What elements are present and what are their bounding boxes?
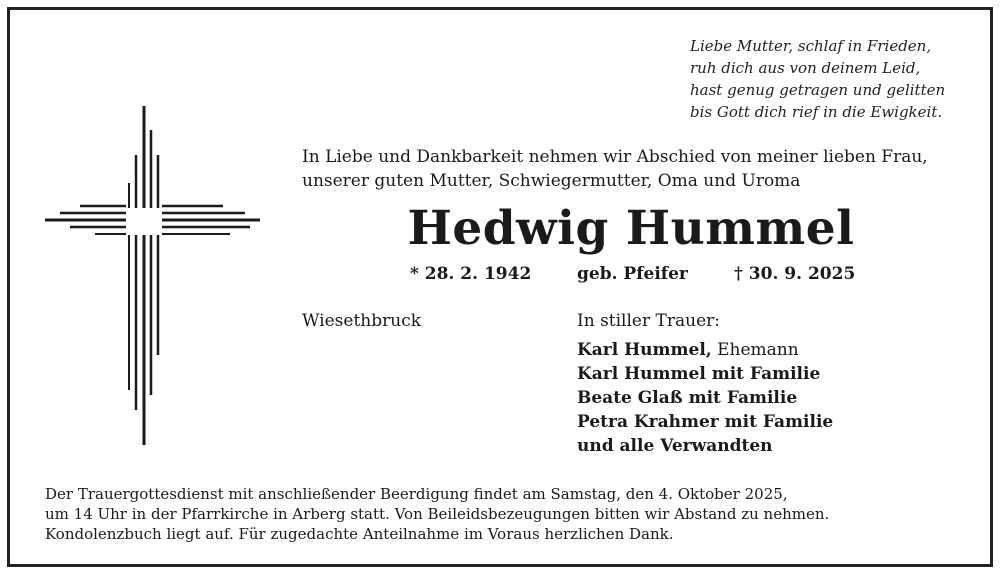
mourners-label: In stiller Trauer: bbox=[577, 311, 720, 331]
mourners-list bbox=[577, 338, 833, 458]
poem-line: bis Gott dich rief in die Ewigkeit. bbox=[690, 103, 943, 121]
service-line: Der Trauergottesdienst mit anschließender Beerdigung findet am Samstag, den 4. Oktober 2025, bbox=[45, 485, 788, 503]
mourner-item: Karl Hummel mit Familie bbox=[577, 364, 821, 384]
service-info bbox=[45, 484, 975, 544]
mourner-item: Petra Krahmer mit Familie bbox=[577, 412, 834, 432]
place: Wiesethbruck bbox=[302, 311, 422, 331]
death-date: † 30. 9. 2025 bbox=[734, 264, 856, 284]
service-line: um 14 Uhr in der Pfarrkirche in Arberg statt. Von Beileidsbezeugungen bitten wir Abstand zu nehmen. bbox=[45, 505, 830, 523]
intro-text bbox=[302, 145, 982, 193]
poem-line: ruh dich aus von deinem Leid, bbox=[690, 59, 921, 77]
deceased-name: Hedwig Hummel bbox=[407, 201, 855, 256]
intro-line: unserer guten Mutter, Schwiegermutter, Oma und Uroma bbox=[302, 171, 801, 191]
birth-date: * 28. 2. 1942 bbox=[410, 264, 532, 284]
maiden-name: geb. Pfeifer bbox=[577, 264, 688, 284]
mourner-item bbox=[577, 338, 833, 362]
mourner-item: Beate Glaß mit Familie bbox=[577, 388, 798, 408]
mourner-item: und alle Verwandten bbox=[577, 436, 773, 456]
poem-line: Liebe Mutter, schlaf in Frieden, bbox=[690, 37, 932, 55]
mourner-name: Karl Hummel, bbox=[577, 340, 712, 360]
intro-line: In Liebe und Dankbarkeit nehmen wir Abschied von meiner lieben Frau, bbox=[302, 147, 928, 167]
poem-line: hast genug getragen und gelitten bbox=[690, 81, 946, 99]
service-line: Kondolenzbuch liegt auf. Für zugedachte Anteilnahme im Voraus herzlichen Dank. bbox=[45, 525, 674, 543]
poem bbox=[690, 35, 980, 123]
cross-icon bbox=[40, 100, 270, 450]
mourner-relation: Ehemann bbox=[711, 340, 799, 360]
